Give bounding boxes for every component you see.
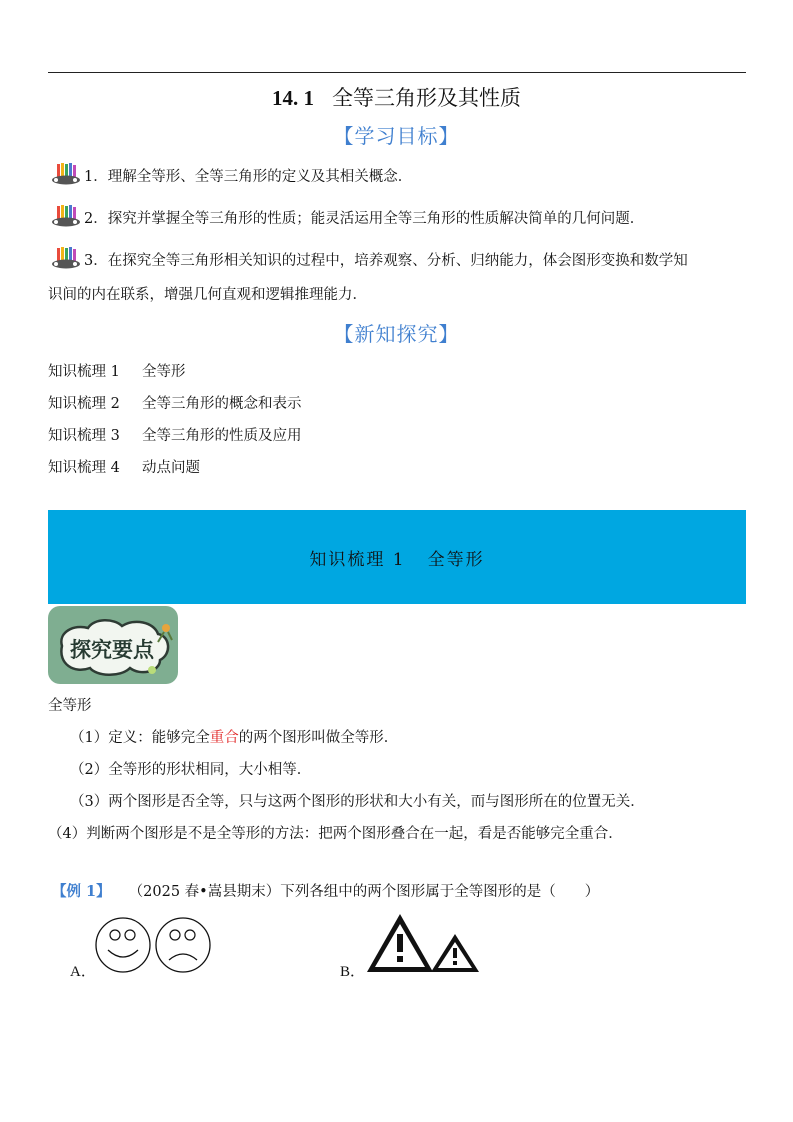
pencils-icon [48,205,82,227]
example-tag: 【例 1】 [52,883,111,900]
definition-item: （1）定义：能够完全重合的两个图形叫做全等形． [70,730,399,746]
property-item: （2）全等形的形状相同，大小相等． [70,762,312,778]
toc-item: 知识梳理 3 全等三角形的性质及应用 [48,428,302,444]
banner-topic: 全等形 [427,549,485,570]
property-item: （3）两个图形是否全等，只与这两个图形的形状和大小有关，而与图形所在的位置无关． [70,794,645,810]
pencils-icon [48,247,82,269]
pencils-icon [48,163,82,185]
warning-triangles-icon [366,912,480,974]
toc-item: 知识梳理 1 全等形 [48,364,186,380]
goal-item: 1．理解全等形、全等三角形的定义及其相关概念． [48,160,746,194]
option-b-label[interactable]: B． [340,964,366,980]
section-number: 14. 1 [272,86,314,110]
page-title [0,82,793,112]
goal-item: 3．在探究全等三角形相关知识的过程中，培养观察、分析、归纳能力，体会图形变换和数学知 识间的内在联系，增强几何直观和逻辑推理能力． [48,244,746,312]
toc-item: 知识梳理 4 动点问题 [48,460,200,476]
content-heading: 全等形 [48,698,92,714]
method-item: （4）判断两个图形是不是全等形的方法：把两个图形叠合在一起，看是否能够完全重合． [48,826,623,842]
svg-text:探究要点: 探究要点 [70,638,154,662]
goal-item: 2．探究并掌握全等三角形的性质；能灵活运用全等三角形的性质解决简单的几何问题． [48,202,746,236]
example-question [52,880,599,901]
option-a-label[interactable]: A． [70,964,96,980]
explore-points-badge [48,606,178,684]
section-title: 全等三角形及其性质 [332,86,521,110]
top-rule [48,72,746,73]
example-text: （2025 春•嵩县期末）下列各组中的两个图形属于全等图形的是（ ） [128,884,600,900]
banner-label: 知识梳理 1 [309,549,406,570]
goals-heading: 【学习目标】 [333,124,460,148]
toc-item: 知识梳理 2 全等三角形的概念和表示 [48,396,302,412]
smiley-and-frowny-faces-icon [94,916,214,974]
explore-heading: 【新知探究】 [333,322,460,346]
section-banner [48,510,746,604]
